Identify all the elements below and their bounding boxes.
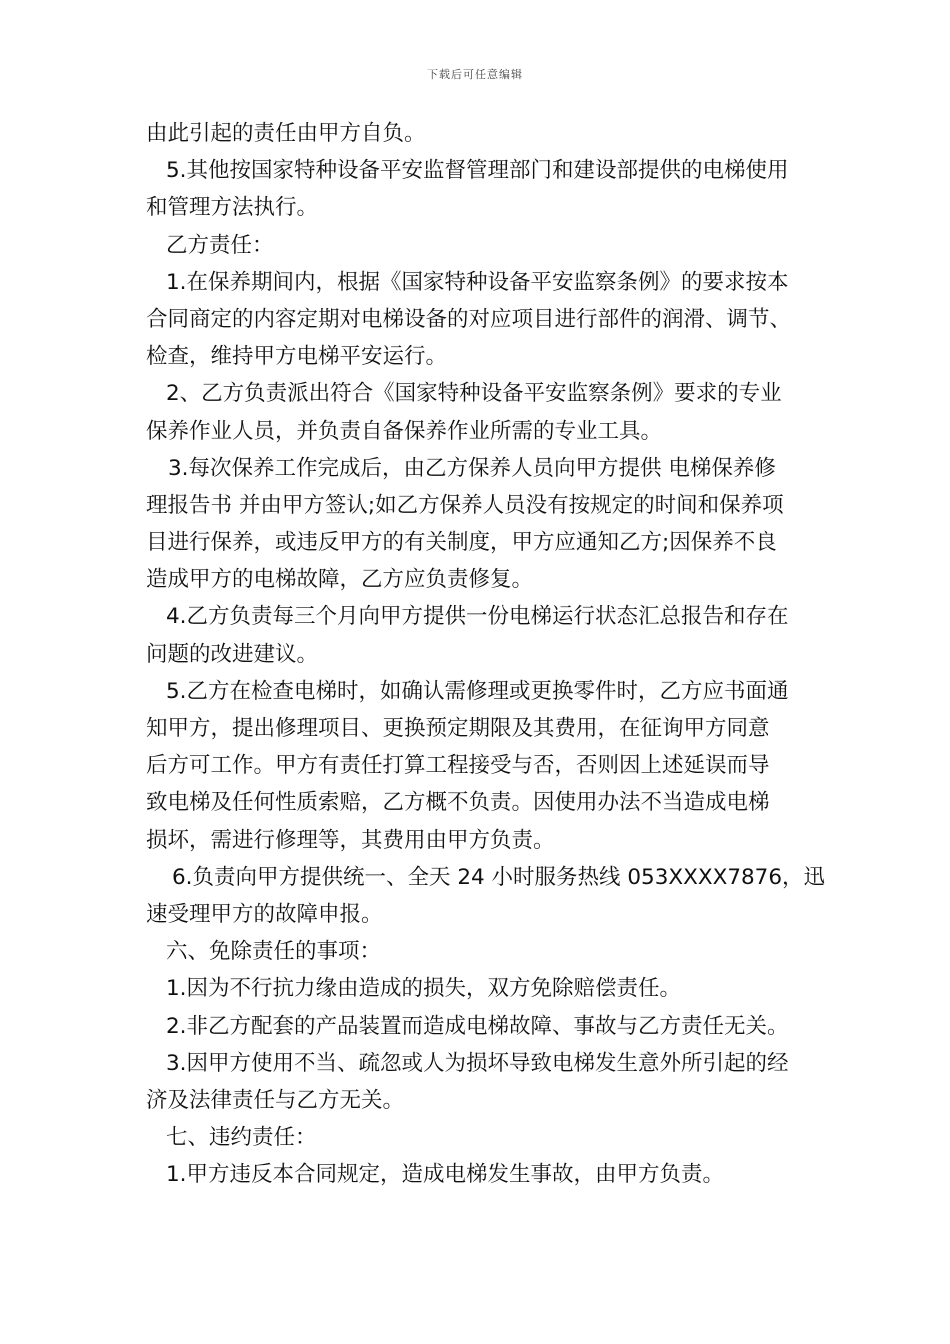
paragraph [146, 450, 814, 599]
text-line: 4.乙方负责每三个月向甲方提供一份电梯运行状态汇总报告和存在 [166, 604, 789, 630]
paragraph [146, 1008, 814, 1045]
text-line: 目进行保养，或违反甲方的有关制度，甲方应通知乙方;因保养不良 [146, 530, 777, 556]
text-line: 1.甲方违反本合同规定，造成电梯发生事故，由甲方负责。 [166, 1162, 725, 1188]
text-line: 3.因甲方使用不当、疏忽或人为损坏导致电梯发生意外所引起的经 [166, 1050, 789, 1076]
text-line: 致电梯及任何性质索赔，乙方概不负责。因使用办法不当造成电梯 [146, 790, 770, 816]
paragraph [146, 264, 814, 376]
text-line: 理报告书 并由甲方签认;如乙方保养人员没有按规定的时间和保养项 [146, 492, 784, 518]
paragraph [146, 115, 814, 152]
text-line: 2.非乙方配套的产品装置而造成电梯故障、事故与乙方责任无关。 [166, 1013, 789, 1039]
text-line: 知甲方，提出修理项目、更换预定期限及其费用，在征询甲方同意 [146, 716, 770, 741]
text-line: 5.其他按国家特种设备平安监督管理部门和建设部提供的电梯使用 [166, 158, 789, 184]
text-line: 问题的改进建议。 [146, 641, 319, 667]
text-line: 1.因为不行抗力缘由造成的损失，双方免除赔偿责任。 [166, 976, 682, 1002]
text-line: 1.在保养期间内，根据《国家特种设备平安监察条例》的要求按本 [166, 269, 789, 295]
paragraph [146, 375, 814, 449]
section-heading [146, 933, 814, 970]
text-line: 七、违约责任： [166, 1125, 317, 1151]
paragraph [146, 152, 814, 226]
text-line: 损坏，需进行修理等，其费用由甲方负责。 [146, 827, 555, 853]
paragraph [146, 673, 814, 859]
text-line: 和管理方法执行。 [146, 195, 319, 221]
text-line: 合同商定的内容定期对电梯设备的对应项目进行部件的润滑、调节、 [146, 306, 792, 332]
text-line: 乙方责任： [166, 232, 274, 258]
text-line: 检查，维持甲方电梯平安运行。 [146, 344, 448, 370]
text-line: 6.负责向甲方提供统一、全天 24 小时服务热线 053XXXX7876，迅 [172, 864, 826, 890]
section-heading [146, 1119, 814, 1156]
paragraph [146, 1045, 814, 1119]
paragraph [146, 859, 826, 933]
text-line: 保养作业人员，并负责自备保养作业所需的专业工具。 [146, 418, 663, 444]
document-body [146, 115, 826, 1193]
text-line: 2、乙方负责派出符合《国家特种设备平安监察条例》要求的专业 [166, 381, 782, 407]
text-line: 速受理甲方的故障申报。 [146, 901, 383, 927]
text-line: 六、免除责任的事项： [166, 939, 382, 965]
paragraph [146, 1156, 814, 1193]
text-line: 由此引起的责任由甲方自负。 [146, 121, 426, 146]
paragraph [146, 598, 814, 672]
text-line: 济及法律责任与乙方无关。 [146, 1087, 405, 1113]
page-header: 下载后可任意编辑 [427, 68, 523, 81]
section-heading [146, 227, 814, 264]
text-line: 造成甲方的电梯故障，乙方应负责修复。 [146, 567, 534, 593]
text-line: 3.每次保养工作完成后，由乙方保养人员向甲方提供 电梯保养修 [168, 455, 776, 481]
text-line: 后方可工作。甲方有责任打算工程接受与否，否则因上述延误而导 [146, 753, 770, 779]
paragraph [146, 970, 814, 1007]
text-line: 5.乙方在检查电梯时，如确认需修理或更换零件时，乙方应书面通 [166, 678, 789, 704]
